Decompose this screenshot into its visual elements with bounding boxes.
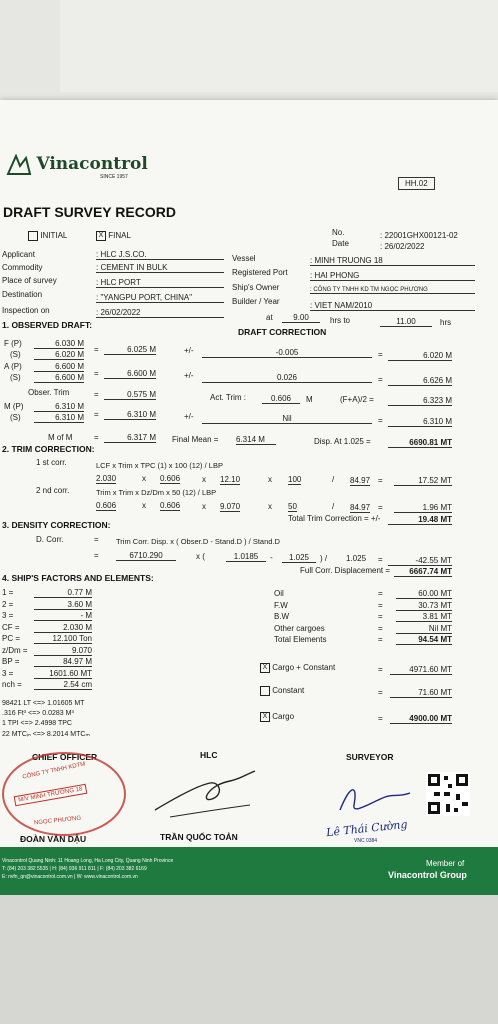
logo-text: Vinacontrol xyxy=(36,154,148,175)
density-label: D. Corr. xyxy=(36,535,64,544)
place-value: : HLC PORT xyxy=(96,278,224,288)
element-label: Other cargoes xyxy=(274,623,325,633)
final-checkbox: X xyxy=(96,231,106,241)
second-corr-formula: Trim x Trim x Dz/Dm x 50 (12) / LBP xyxy=(96,488,217,497)
factor-label: 1 = xyxy=(2,588,14,597)
eq-sign: = xyxy=(94,369,99,378)
element-label: Total Elements xyxy=(274,635,327,644)
inspection-value: : 26/02/2022 xyxy=(96,308,224,318)
a-mean: 6.600 M xyxy=(104,369,156,379)
factor-value: 3.60 M xyxy=(34,600,92,610)
mp-label: M (P) xyxy=(4,402,24,411)
mp-value: 6.310 M xyxy=(34,402,84,412)
desk-surface xyxy=(0,895,498,1024)
stamp-mid-text: M/V MINH TRƯỜNG 18 xyxy=(14,784,87,806)
first-corr-formula: LCF x Trim x TPC (1) x 100 (12) / LBP xyxy=(96,461,223,470)
footer-address: Vinacontrol Quang Ninh: 11 Hoang Long, Ha Long City, Quang Ninh Province xyxy=(2,858,174,864)
factor-label: BP = xyxy=(2,657,20,666)
final-mean-value: 6.314 M xyxy=(236,435,276,445)
doc-no-value: : 22001GHX00121-02 xyxy=(380,231,458,240)
first-corr-cell: 0.606 xyxy=(160,474,181,484)
surveyor-code: VNC 0384 xyxy=(354,838,378,844)
element-value: 60.00 MT xyxy=(396,589,452,599)
second-corr-cell: / xyxy=(332,502,335,512)
density-disp: 6710.290 xyxy=(116,551,176,561)
factor-value: 9.070 xyxy=(34,646,92,656)
element-value: 30.73 MT xyxy=(396,601,452,611)
m-result: 6.310 M xyxy=(388,417,452,427)
constant-row: Constant xyxy=(260,686,304,696)
second-corr-cell: x xyxy=(142,501,146,511)
disp-label: Disp. At 1.025 = xyxy=(314,437,371,446)
eq-sign: = xyxy=(378,612,383,621)
chief-officer-label: CHIEF OFFICER xyxy=(32,752,98,762)
conversion-line: 98421 LT <=> 1.01605 MT xyxy=(2,700,85,707)
factor-value: - M xyxy=(34,611,92,621)
element-label: B.W xyxy=(274,612,290,621)
page-title: DRAFT SURVEY RECORD xyxy=(3,204,176,220)
a-result: 6.626 M xyxy=(388,376,452,386)
fa2-value: 6.323 M xyxy=(388,396,452,406)
second-corr-cell: x xyxy=(202,501,206,511)
fs-label: (S) xyxy=(10,350,21,359)
density-stand: 1.025 xyxy=(282,553,316,563)
destination-value: : "YANGPU PORT, CHINA" xyxy=(96,293,224,303)
applicant-value: : HLC J.S.CO. xyxy=(96,250,224,260)
full-corr-value: 6667.74 MT xyxy=(394,567,452,577)
m-correction: Nil xyxy=(202,414,372,424)
first-corr-cell: / xyxy=(332,475,335,485)
chief-officer-name: ĐOÀN VĂN DẬU xyxy=(20,834,87,844)
conversion-line: 22 MTCᵢₙ <=> 8.2014 MTCₘ xyxy=(2,731,90,738)
footer-phone: T: (84) 203 382 5535 | H: (84) 936 911 811 | F: (84) 203 382 6169 xyxy=(2,866,147,872)
element-value: 94.54 MT xyxy=(396,635,452,645)
surveyor-label: SURVEYOR xyxy=(346,752,394,762)
factor-value: 84.97 M xyxy=(34,657,92,667)
hrs-label: hrs xyxy=(440,318,452,327)
eq-sign: = xyxy=(94,345,99,354)
f-mean: 6.025 M xyxy=(104,345,156,355)
footer-web: E: nvfn_qn@vinacontrol.com.vn | W: www.vinacontrol.com.vn xyxy=(2,874,138,880)
builder-value: : VIET NAM/2010 xyxy=(310,301,475,311)
mofm-label: M of M xyxy=(48,433,73,442)
commodity-value: : CEMENT IN BULK xyxy=(96,263,224,273)
second-corr-cell: 1.96 MT xyxy=(394,503,452,513)
owner-label: Ship's Owner xyxy=(232,283,280,292)
form-code: HH.02 xyxy=(398,177,435,190)
first-corr-cell: = xyxy=(378,475,383,485)
eq-sign: = xyxy=(378,589,383,598)
trim-heading: 2. TRIM CORRECTION: xyxy=(2,444,95,454)
builder-label: Builder / Year xyxy=(232,297,280,306)
option-initial: INITIAL xyxy=(28,231,67,241)
factor-label: 3 = xyxy=(2,611,14,620)
at-label: at xyxy=(266,313,273,322)
eq-sign: = xyxy=(378,555,383,564)
conversion-line: 1 TPI <=> 2.4998 TPC xyxy=(2,720,72,727)
f-correction: -0.005 xyxy=(202,348,372,358)
second-corr-cell: 9.070 xyxy=(220,501,241,511)
hlc-label: HLC xyxy=(200,750,218,760)
vinacontrol-logo-icon xyxy=(6,154,32,176)
logo-since: SINCE 1957 xyxy=(100,174,128,180)
place-label: Place of survey xyxy=(2,276,57,285)
fa2-label: (F+A)/2 = xyxy=(340,395,374,404)
second-corr-cell: = xyxy=(378,502,383,512)
stamp-bottom-text: NGỌC PHƯƠNG xyxy=(33,815,82,827)
pm-sign: +/- xyxy=(184,412,194,421)
destination-label: Destination xyxy=(2,290,43,299)
element-label: F.W xyxy=(274,600,288,610)
eq-sign: = xyxy=(94,433,99,442)
factor-label: PC = xyxy=(2,634,21,643)
fp-label: F (P) xyxy=(4,339,22,348)
factor-value: 2.54 cm xyxy=(34,680,92,690)
factor-label: 3 = xyxy=(2,668,14,678)
inspection-label: Inspection on xyxy=(2,306,50,315)
doc-date-label: Date xyxy=(332,239,349,248)
factor-value: 12.100 Ton xyxy=(34,634,92,644)
first-corr-cell: x xyxy=(268,475,272,484)
footer-group-name: Vinacontrol Group xyxy=(388,870,467,880)
ms-label: (S) xyxy=(10,413,21,422)
second-corr-label: 2 nd corr. xyxy=(36,486,70,495)
act-trim-unit: M xyxy=(306,395,313,404)
disp-value: 6690.81 MT xyxy=(388,438,452,448)
cargo-constant-value: 4971.60 MT xyxy=(390,665,452,675)
final-mean-label: Final Mean = xyxy=(172,435,219,444)
act-trim-label: Act. Trim : xyxy=(210,393,246,402)
as-label: (S) xyxy=(10,373,21,382)
density-formula: Trim Corr. Disp. x ( Obser.D - Stand.D ) / Stand.D xyxy=(116,537,280,546)
footer-member-label: Member of xyxy=(426,859,465,868)
density-obs: 1.0185 xyxy=(226,552,266,562)
mofm-value: 6.317 M xyxy=(104,433,156,443)
ms-value: 6.310 M xyxy=(34,413,84,423)
first-corr-cell: x xyxy=(202,474,206,484)
factor-label: z/Dm = xyxy=(2,645,28,655)
eq-sign: = xyxy=(94,551,99,560)
first-corr-cell: 2.030 xyxy=(96,474,117,483)
obser-trim-label: Obser. Trim xyxy=(28,388,70,397)
conversion-line: .316 Ft³ <=> 0.0283 M³ xyxy=(2,710,74,717)
hrs-to-label: hrs to xyxy=(330,316,351,325)
surveyor-signature xyxy=(330,775,420,820)
factor-label: nch = xyxy=(2,680,22,689)
full-corr-label: Full Corr. Displacement = xyxy=(300,566,391,575)
factor-value: 0.77 M xyxy=(34,588,92,598)
second-corr-cell: 0.606 xyxy=(160,501,181,511)
total-trim-label: Total Trim Correction = +/- xyxy=(288,514,381,523)
second-corr-cell: 84.97 xyxy=(350,502,371,512)
qr-code xyxy=(426,772,470,816)
eq-sign: = xyxy=(378,600,383,610)
total-trim-value: 19.48 MT xyxy=(388,515,452,525)
eq-sign: = xyxy=(378,714,383,723)
element-value: 3.81 MT xyxy=(396,612,452,622)
first-corr-cell: 17.52 MT xyxy=(394,476,452,486)
factor-label: 2 = xyxy=(2,599,14,609)
cargo-constant-row: X Cargo + Constant xyxy=(260,663,335,673)
ap-label: A (P) xyxy=(4,362,22,371)
applicant-label: Applicant xyxy=(2,250,35,259)
first-corr-cell: 84.97 xyxy=(350,475,371,485)
footer xyxy=(0,847,498,895)
option-final: X FINAL xyxy=(96,231,131,241)
port-label: Registered Port xyxy=(232,268,288,277)
correction-heading: DRAFT CORRECTION xyxy=(238,327,327,337)
first-corr-cell: x xyxy=(142,474,146,484)
pm-sign: +/- xyxy=(184,346,194,355)
constant-value: 71.60 MT xyxy=(390,688,452,698)
vessel-label: Vessel xyxy=(232,254,256,263)
second-corr-cell: 50 xyxy=(288,502,297,512)
density-result: -42.55 MT xyxy=(388,556,452,566)
eq-sign: = xyxy=(378,635,383,644)
eq-sign: = xyxy=(94,535,99,544)
act-trim-value: 0.606 xyxy=(262,394,300,404)
cargo-value: 4900.00 MT xyxy=(390,714,452,724)
factor-value: 1601.60 MT xyxy=(34,669,92,679)
hlc-signature xyxy=(150,765,260,825)
eq-sign: = xyxy=(378,416,383,425)
element-label: Oil xyxy=(274,589,284,598)
eq-sign: = xyxy=(378,350,383,359)
port-value: : HAI PHONG xyxy=(310,271,475,281)
commodity-label: Commodity xyxy=(2,263,43,272)
density-heading: 3. DENSITY CORRECTION: xyxy=(2,520,111,530)
eq-sign: = xyxy=(94,390,99,399)
factor-label: CF = xyxy=(2,622,20,632)
factors-heading: 4. SHIP'S FACTORS AND ELEMENTS: xyxy=(2,573,154,583)
eq-sign: = xyxy=(378,688,383,697)
logo xyxy=(6,154,148,176)
pm-sign: +/- xyxy=(184,371,194,380)
first-corr-cell: 12.10 xyxy=(220,474,241,484)
doc-date-value: : 26/02/2022 xyxy=(380,242,425,251)
obser-trim-value: 0.575 M xyxy=(104,390,156,400)
fp-value: 6.030 M xyxy=(34,339,84,349)
as-value: 6.600 M xyxy=(34,373,84,383)
eq-sign: = xyxy=(378,375,383,384)
element-value: Nil MT xyxy=(396,624,452,634)
eq-sign: = xyxy=(94,410,99,419)
ap-value: 6.600 M xyxy=(34,362,84,372)
fs-value: 6.020 M xyxy=(34,350,84,360)
second-corr-cell: x xyxy=(268,502,272,511)
observed-heading: 1. OBSERVED DRAFT: xyxy=(2,320,93,330)
at-value: 9.00 xyxy=(282,313,320,323)
factor-value: 2.030 M xyxy=(34,623,92,633)
hlc-name: TRẦN QUỐC TOẢN xyxy=(160,832,238,842)
initial-checkbox xyxy=(28,231,38,241)
first-corr-label: 1 st corr. xyxy=(36,458,67,467)
to-value: 11.00 xyxy=(380,317,432,327)
f-result: 6.020 M xyxy=(388,351,452,361)
cargo-row: X Cargo xyxy=(260,712,294,722)
first-corr-cell: 100 xyxy=(288,475,302,485)
stamp-top-text: CÔNG TY TNHH KDTM xyxy=(22,761,86,781)
a-correction: 0.026 xyxy=(202,373,372,383)
vessel-value: : MINH TRUONG 18 xyxy=(310,256,475,266)
eq-sign: = xyxy=(378,665,383,674)
surveyor-name: Lê Thái Cường xyxy=(325,817,409,840)
density-stand2: 1.025 xyxy=(346,554,367,563)
m-mean: 6.310 M xyxy=(104,410,156,420)
eq-sign: = xyxy=(378,623,383,633)
owner-value: : CÔNG TY TNHH KD TM NGỌC PHƯƠNG xyxy=(310,287,475,294)
background-sheet-top xyxy=(60,0,498,92)
second-corr-cell: 0.606 xyxy=(96,501,117,510)
doc-no-label: No. xyxy=(332,228,345,237)
